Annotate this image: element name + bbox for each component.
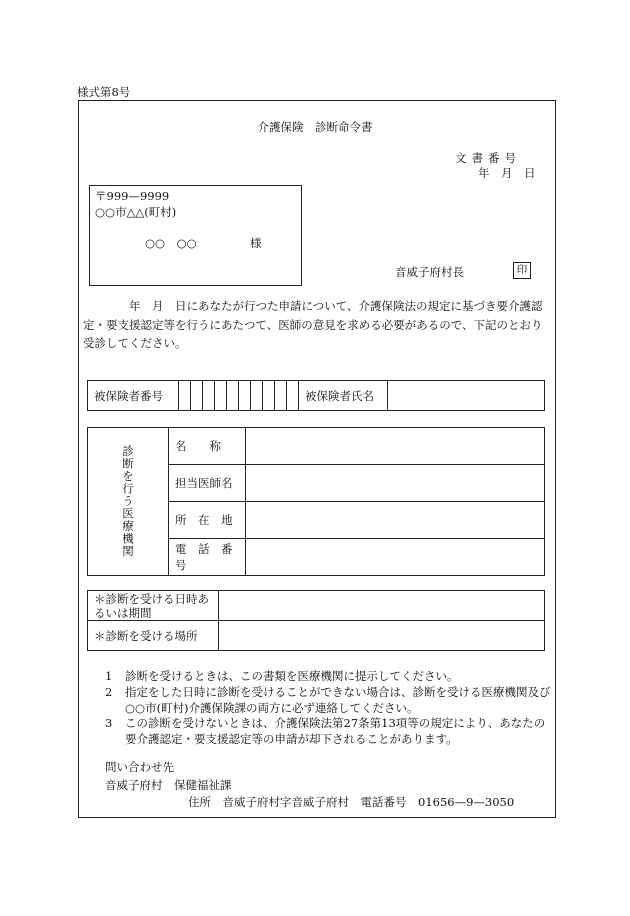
datetime-label: ＊診断を受ける日時あるいは期間 — [88, 591, 219, 621]
note-number: 2 — [105, 685, 113, 699]
location-label: 所 在 地 — [169, 502, 246, 539]
institution-vertical-label: 診断を行う医療機関 — [88, 428, 169, 576]
insured-number-digit[interactable] — [275, 381, 287, 411]
document-title: 介護保険 診断命令書 — [257, 120, 373, 134]
insured-number-digit[interactable] — [203, 381, 215, 411]
doc-number-label: 文書番号 — [455, 151, 521, 165]
datetime-field[interactable] — [219, 591, 545, 621]
insured-number-digit[interactable] — [191, 381, 203, 411]
institution-name-field[interactable] — [246, 428, 545, 465]
issuer-name: 音威子府村長 — [395, 265, 464, 279]
note-number: 1 — [105, 669, 113, 683]
insured-number-digit[interactable] — [287, 381, 299, 411]
place-label: ＊診断を受ける場所 — [88, 621, 219, 651]
location-field[interactable] — [246, 502, 545, 539]
phone-field[interactable] — [246, 539, 545, 576]
contact-address-phone: 住所 音威子府村字音威子府村 電話番号 01656—9—3050 — [188, 795, 515, 809]
insured-number-digit[interactable] — [215, 381, 227, 411]
recipient-name: ○○ ○○ — [145, 236, 197, 250]
insured-name-field[interactable] — [388, 381, 545, 411]
insured-number-digit[interactable] — [251, 381, 263, 411]
schedule-table — [87, 590, 545, 651]
doctor-label: 担当医師名 — [169, 465, 246, 502]
note-number: 3 — [105, 716, 113, 730]
note-text: 診断を受けるときは、この書類を医療機関に提示してください。 — [125, 669, 459, 683]
recipient-address: ○○市△△(町村) — [95, 205, 177, 219]
insured-name-label: 被保険者氏名 — [299, 381, 388, 411]
postal-code: 〒999—9999 — [95, 189, 170, 203]
note-text: 指定をした日時に診断を受けることができない場合は、診断を受ける医療機関及び○○市(町村)介護保険課の両方に必ず連絡してください。 — [125, 685, 551, 715]
place-field[interactable] — [219, 621, 545, 651]
insured-table — [87, 380, 545, 411]
doctor-field[interactable] — [246, 465, 545, 502]
note-text: この診断を受けないときは、介護保険法第27条第13項等の規定により、あなたの要介護認定・要支援認定等の申請が却下されることがあります。 — [125, 716, 546, 746]
seal-stamp: 印 — [513, 262, 531, 279]
insured-number-digit[interactable] — [179, 381, 191, 411]
form-number: 様式第8号 — [77, 85, 131, 99]
insured-number-digit[interactable] — [227, 381, 239, 411]
honorific: 様 — [250, 236, 262, 250]
phone-label: 電 話 番 号 — [169, 539, 246, 576]
institution-name-label: 名 称 — [169, 428, 246, 465]
insured-number-label: 被保険者番号 — [88, 381, 179, 411]
date-placeholder: 年 月 日 — [478, 166, 536, 180]
institution-table — [87, 427, 545, 576]
contact-department: 音威子府村 保健福祉課 — [105, 778, 232, 792]
contact-heading: 問い合わせ先 — [105, 760, 174, 774]
insured-number-digit[interactable] — [239, 381, 251, 411]
insured-number-digit[interactable] — [263, 381, 275, 411]
body-paragraph: 年 月 日にあなたが行つた申請について、介護保険法の規定に基づき要介護認定・要支援認定等を行うにあたつて、医師の意見を求める必要があるので、下記のとおり受診してください。 — [83, 299, 543, 350]
